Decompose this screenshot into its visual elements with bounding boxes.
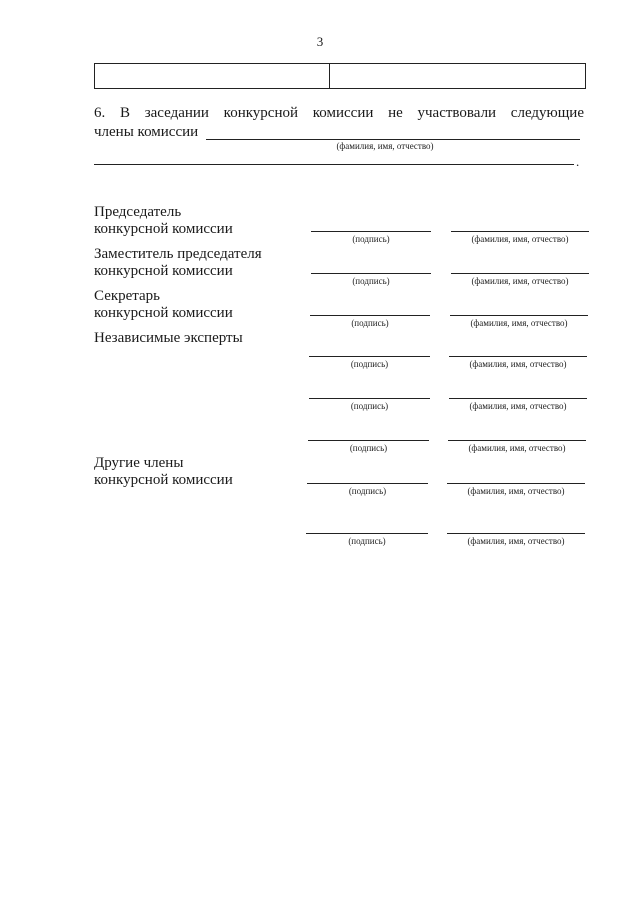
signature-line [309, 356, 430, 357]
paragraph-end-period: . [576, 154, 580, 169]
full-name-line [450, 315, 588, 316]
absent-members-field [206, 139, 580, 140]
role-secretary-line1: Секретарь [94, 288, 161, 304]
full-name-hint: (фамилия, имя, отчество) [467, 536, 565, 546]
signature-line [311, 273, 431, 274]
role-others-line1: Другие члены [94, 455, 184, 471]
role-chairman-line2: конкурсной комиссии [94, 221, 233, 237]
signature-hint: (подпись) [349, 443, 388, 453]
full-name-hint: (фамилия, имя, отчество) [470, 318, 568, 328]
full-name-hint: (фамилия, имя, отчество) [469, 401, 567, 411]
signature-line [308, 440, 429, 441]
full-name-line [451, 273, 589, 274]
full-name-line [449, 356, 587, 357]
signature-hint: (подпись) [348, 486, 387, 496]
signature-hint: (подпись) [350, 359, 389, 369]
table-column-divider [329, 64, 330, 88]
full-name-line [451, 231, 589, 232]
signature-hint: (подпись) [352, 276, 390, 286]
signature-line [309, 398, 430, 399]
full-name-hint: (фамилия, имя, отчество) [471, 276, 569, 286]
full-name-line [447, 483, 585, 484]
role-deputy-line1: Заместитель председателя [94, 246, 262, 262]
absent-members-field-continued [94, 164, 574, 165]
role-deputy-line2: конкурсной комиссии [94, 263, 233, 279]
paragraph-6-line2: члены комиссии [94, 124, 199, 140]
full-name-hint: (фамилия, имя, отчество) [469, 359, 567, 369]
full-name-hint: (фамилия, имя, отчество) [468, 443, 566, 453]
role-chairman-line1: Председатель [94, 204, 182, 220]
signature-hint: (подпись) [351, 318, 389, 328]
role-others-line2: конкурсной комиссии [94, 472, 233, 488]
signature-line [310, 315, 430, 316]
full-name-line [447, 533, 585, 534]
signature-line [311, 231, 431, 232]
absent-members-hint: (фамилия, имя, отчество) [336, 141, 434, 151]
signature-hint: (подпись) [348, 536, 386, 546]
full-name-line [448, 440, 586, 441]
signature-hint: (подпись) [350, 401, 389, 411]
signature-line [307, 483, 428, 484]
role-secretary-line2: конкурсной комиссии [94, 305, 233, 321]
full-name-line [449, 398, 587, 399]
paragraph-6-line1: 6. В заседании конкурсной комиссии не участвовали следующие [94, 105, 584, 121]
role-experts: Независимые эксперты [94, 330, 243, 346]
full-name-hint: (фамилия, имя, отчество) [467, 486, 565, 496]
signature-hint: (подпись) [352, 234, 390, 244]
table-fragment [94, 63, 586, 89]
full-name-hint: (фамилия, имя, отчество) [471, 234, 569, 244]
signature-line [306, 533, 428, 534]
page-number: 3 [316, 34, 324, 49]
